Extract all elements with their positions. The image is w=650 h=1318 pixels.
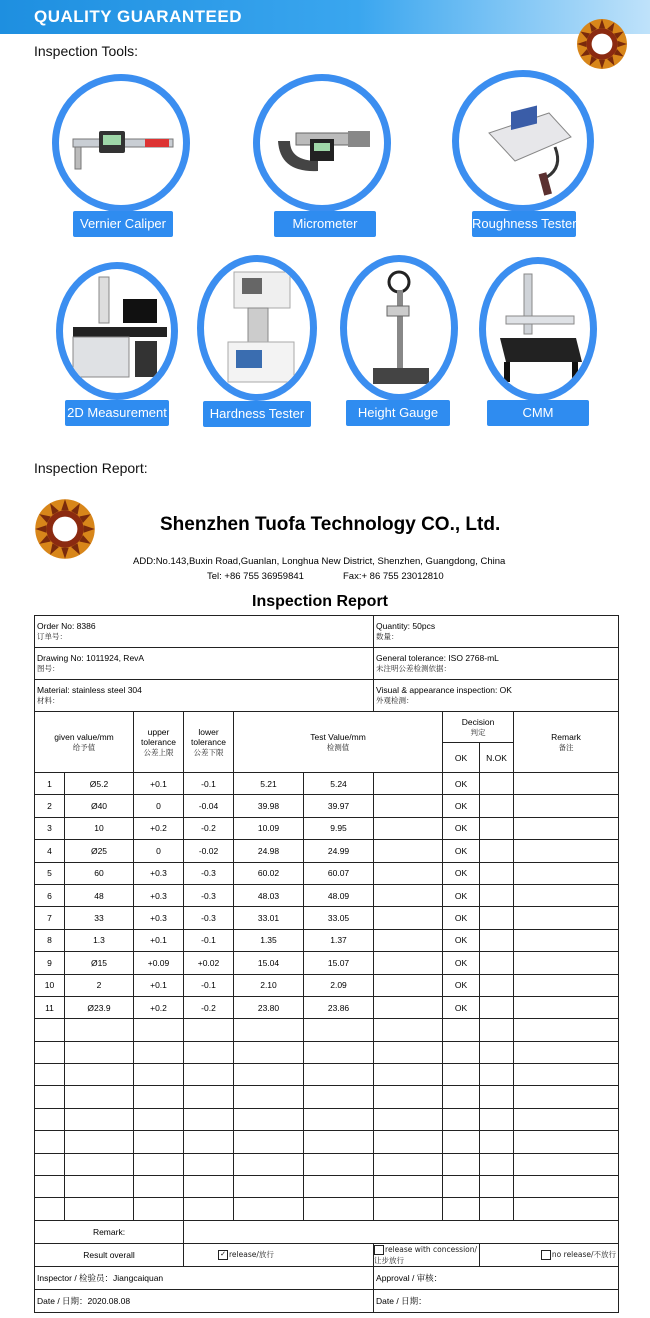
table-cell (480, 907, 514, 929)
tool-label: Vernier Caliper (73, 211, 173, 237)
table-cell (374, 907, 443, 929)
table-cell (514, 840, 619, 862)
header-decision: Decision 判定 (443, 712, 514, 743)
result-label: Result overall (35, 1243, 184, 1266)
tool-label: Micrometer (274, 211, 376, 237)
table-cell: 0 (134, 795, 184, 817)
table-cell: +0.1 (134, 929, 184, 951)
table-cell (480, 1176, 514, 1198)
table-cell: 1.37 (304, 929, 374, 951)
table-cell (374, 795, 443, 817)
table-cell (184, 1176, 234, 1198)
table-cell (480, 1064, 514, 1086)
table-cell (443, 1086, 480, 1108)
table-cell (304, 1064, 374, 1086)
table-cell: OK (443, 952, 480, 974)
drawing-cell: Drawing No: 1011924, RevA 图号： (35, 648, 374, 680)
table-cell: 15.04 (234, 952, 304, 974)
table-cell (184, 1153, 234, 1175)
tool-label: 2D Measurement (65, 400, 169, 426)
table-cell (480, 1153, 514, 1175)
table-cell (234, 1019, 304, 1041)
table-cell (134, 1064, 184, 1086)
table-cell (134, 1041, 184, 1063)
table-cell (65, 1198, 134, 1220)
table-cell (374, 1019, 443, 1041)
table-cell: OK (443, 929, 480, 951)
header-remark: Remark 备注 (514, 712, 619, 773)
table-cell (374, 1041, 443, 1063)
table-cell: OK (443, 974, 480, 996)
table-cell (374, 1198, 443, 1220)
tool-label: Height Gauge (346, 400, 450, 426)
table-cell (35, 1198, 65, 1220)
cmm-icon (486, 264, 590, 394)
table-cell (514, 1019, 619, 1041)
table-cell (134, 1131, 184, 1153)
company-address: ADD:No.143,Buxin Road,Guanlan, Longhua New District, Shenzhen, Guangdong, China (133, 556, 506, 567)
table-row (35, 974, 619, 996)
table-cell: 9.95 (304, 817, 374, 839)
table-cell: +0.09 (134, 952, 184, 974)
table-cell (65, 1153, 134, 1175)
table-cell (35, 1086, 65, 1108)
table-cell (514, 1153, 619, 1175)
table-row (35, 1019, 619, 1041)
table-cell (374, 1108, 443, 1130)
table-cell: -0.1 (184, 929, 234, 951)
table-cell: 0 (134, 840, 184, 862)
table-cell: -0.1 (184, 974, 234, 996)
report-title: Inspection Report (252, 593, 389, 610)
table-cell (134, 1086, 184, 1108)
table-cell: 11 (35, 996, 65, 1018)
table-row (35, 1108, 619, 1130)
table-cell: 23.80 (234, 996, 304, 1018)
table-row (35, 795, 619, 817)
table-row (35, 1041, 619, 1063)
table-cell (304, 1108, 374, 1130)
table-cell: 60.07 (304, 862, 374, 884)
table-cell: 6 (35, 884, 65, 906)
table-cell (514, 817, 619, 839)
table-cell: 2 (35, 795, 65, 817)
hardness-tester-icon (204, 262, 310, 394)
quantity-cell: Quantity: 50pcs 数量： (374, 616, 619, 648)
table-cell (480, 974, 514, 996)
table-cell: -0.1 (184, 773, 234, 795)
table-cell: 24.99 (304, 840, 374, 862)
table-cell: 39.98 (234, 795, 304, 817)
table-cell: OK (443, 817, 480, 839)
table-cell: 15.07 (304, 952, 374, 974)
company-logo (34, 498, 96, 560)
roughness-tester-icon (459, 77, 587, 205)
table-cell (134, 1176, 184, 1198)
header-upper: upper tolerance 公差上限 (134, 712, 184, 773)
table-cell (374, 1064, 443, 1086)
table-cell (514, 1086, 619, 1108)
table-cell (184, 1198, 234, 1220)
concession-option[interactable]: release with concession/让步放行 (374, 1243, 480, 1266)
table-cell (184, 1064, 234, 1086)
table-cell (443, 1176, 480, 1198)
table-cell: OK (443, 862, 480, 884)
table-cell: -0.2 (184, 996, 234, 1018)
micrometer-icon (260, 81, 384, 205)
remark-label: Remark: (35, 1220, 184, 1243)
company-tel: Tel: +86 755 36959841 (207, 571, 304, 582)
table-cell: 2.10 (234, 974, 304, 996)
company-fax: Fax:+ 86 755 23012810 (343, 571, 444, 582)
table-cell: Ø5.2 (65, 773, 134, 795)
table-cell: 2.09 (304, 974, 374, 996)
table-cell (304, 1131, 374, 1153)
inspector-cell: Inspector / 检验员：Jiangcaiquan (35, 1266, 374, 1289)
table-cell (514, 974, 619, 996)
table-cell (514, 1198, 619, 1220)
header-test: Test Value/mm 检测值 (234, 712, 443, 773)
table-row (35, 884, 619, 906)
table-cell (65, 1064, 134, 1086)
table-cell: 5 (35, 862, 65, 884)
header-banner (0, 0, 650, 34)
header-given: given value/mm 给予值 (35, 712, 134, 773)
table-cell (184, 1041, 234, 1063)
table-cell (374, 1176, 443, 1198)
table-cell (443, 1019, 480, 1041)
table-cell (234, 1176, 304, 1198)
table-cell: 4 (35, 840, 65, 862)
table-cell: 39.97 (304, 795, 374, 817)
table-cell: 7 (35, 907, 65, 929)
header-nok: N.OK (480, 743, 514, 773)
table-cell: 5.21 (234, 773, 304, 795)
table-cell (514, 862, 619, 884)
table-cell: Ø25 (65, 840, 134, 862)
table-cell: 5.24 (304, 773, 374, 795)
table-cell (480, 1041, 514, 1063)
table-row (35, 929, 619, 951)
no-release-option[interactable]: no release/不放行 (480, 1243, 619, 1266)
table-cell: -0.3 (184, 862, 234, 884)
tools-heading: Inspection Tools: (34, 43, 139, 59)
table-row (35, 1131, 619, 1153)
table-cell (35, 1131, 65, 1153)
table-cell (65, 1131, 134, 1153)
table-cell (514, 1041, 619, 1063)
table-cell (134, 1198, 184, 1220)
table-cell (234, 1131, 304, 1153)
company-name: Shenzhen Tuofa Technology CO., Ltd. (160, 514, 501, 535)
table-cell (234, 1086, 304, 1108)
table-cell (374, 974, 443, 996)
table-cell (480, 1131, 514, 1153)
table-cell (35, 1041, 65, 1063)
report-table (34, 615, 619, 1313)
table-row (35, 1153, 619, 1175)
table-cell (480, 840, 514, 862)
table-cell (480, 929, 514, 951)
table-cell: 10 (65, 817, 134, 839)
table-cell: -0.2 (184, 817, 234, 839)
table-row (35, 1086, 619, 1108)
table-row (35, 1064, 619, 1086)
table-cell (304, 1041, 374, 1063)
table-cell (304, 1153, 374, 1175)
table-cell (480, 1086, 514, 1108)
table-cell (65, 1176, 134, 1198)
table-cell: OK (443, 773, 480, 795)
header-ok: OK (443, 743, 480, 773)
table-cell: OK (443, 840, 480, 862)
table-cell (480, 952, 514, 974)
table-cell (443, 1041, 480, 1063)
date-cell: Date / 日期：2020.08.08 (35, 1289, 374, 1312)
table-cell (374, 1131, 443, 1153)
table-cell: +0.3 (134, 907, 184, 929)
table-cell: 3 (35, 817, 65, 839)
table-cell: OK (443, 907, 480, 929)
table-cell: 48 (65, 884, 134, 906)
table-cell (514, 907, 619, 929)
table-cell (374, 840, 443, 862)
tool-label: Hardness Tester (203, 401, 311, 427)
table-cell (304, 1086, 374, 1108)
table-row (35, 817, 619, 839)
company-logo (576, 18, 628, 70)
table-cell (480, 1198, 514, 1220)
table-cell: +0.2 (134, 817, 184, 839)
table-cell (65, 1019, 134, 1041)
table-cell (35, 1019, 65, 1041)
table-cell (480, 1019, 514, 1041)
table-cell (65, 1108, 134, 1130)
table-cell (443, 1131, 480, 1153)
table-cell (374, 884, 443, 906)
table-cell (443, 1198, 480, 1220)
table-cell: Ø40 (65, 795, 134, 817)
table-cell (374, 817, 443, 839)
table-cell: -0.02 (184, 840, 234, 862)
table-cell (374, 773, 443, 795)
order-cell: Order No: 8386 订单号： (35, 616, 374, 648)
inspection-report (34, 615, 618, 1313)
table-cell (134, 1108, 184, 1130)
2d-measurement-icon (63, 269, 171, 393)
table-cell (514, 1064, 619, 1086)
table-cell (234, 1198, 304, 1220)
table-cell (184, 1086, 234, 1108)
material-cell: Material: stainless steel 304 材料： (35, 680, 374, 712)
visual-cell: Visual & appearance inspection: OK 外观检测： (374, 680, 619, 712)
table-row (35, 840, 619, 862)
table-cell: -0.04 (184, 795, 234, 817)
table-cell (480, 1108, 514, 1130)
table-cell (35, 1153, 65, 1175)
table-cell (65, 1086, 134, 1108)
table-cell: OK (443, 795, 480, 817)
table-cell: +0.3 (134, 862, 184, 884)
table-row (35, 907, 619, 929)
report-heading: Inspection Report: (34, 460, 148, 476)
table-cell: 9 (35, 952, 65, 974)
table-cell (480, 773, 514, 795)
table-row (35, 952, 619, 974)
table-cell (514, 884, 619, 906)
table-cell (374, 862, 443, 884)
table-cell (480, 795, 514, 817)
table-cell: -0.3 (184, 884, 234, 906)
table-row (35, 996, 619, 1018)
table-cell: +0.2 (134, 996, 184, 1018)
table-cell: +0.1 (134, 773, 184, 795)
table-cell (65, 1041, 134, 1063)
table-cell (514, 795, 619, 817)
table-cell: OK (443, 884, 480, 906)
table-cell: 48.09 (304, 884, 374, 906)
table-cell (134, 1019, 184, 1041)
table-cell (35, 1064, 65, 1086)
checkbox-icon[interactable] (374, 1245, 384, 1255)
table-cell (134, 1153, 184, 1175)
table-cell (514, 1176, 619, 1198)
table-cell: 1 (35, 773, 65, 795)
table-cell (514, 996, 619, 1018)
checkbox-icon[interactable] (541, 1250, 551, 1260)
table-cell (184, 1108, 234, 1130)
table-cell (374, 929, 443, 951)
table-cell (480, 817, 514, 839)
vernier-caliper-icon (59, 81, 183, 205)
table-cell (374, 1086, 443, 1108)
table-cell (35, 1108, 65, 1130)
table-cell: 23.86 (304, 996, 374, 1018)
table-cell (234, 1041, 304, 1063)
table-cell (514, 1131, 619, 1153)
table-row (35, 773, 619, 795)
table-cell (184, 1131, 234, 1153)
table-cell (480, 884, 514, 906)
table-cell (304, 1198, 374, 1220)
table-cell (304, 1176, 374, 1198)
table-cell (374, 1153, 443, 1175)
table-cell: +0.3 (134, 884, 184, 906)
table-cell: 1.3 (65, 929, 134, 951)
table-cell: +0.02 (184, 952, 234, 974)
table-cell: 33.05 (304, 907, 374, 929)
table-cell (234, 1108, 304, 1130)
table-cell: 24.98 (234, 840, 304, 862)
table-cell (514, 952, 619, 974)
table-cell (443, 1153, 480, 1175)
table-cell (374, 996, 443, 1018)
table-cell: 1.35 (234, 929, 304, 951)
table-cell: OK (443, 996, 480, 1018)
table-cell (304, 1019, 374, 1041)
table-cell: -0.3 (184, 907, 234, 929)
table-cell (514, 1108, 619, 1130)
table-cell (443, 1108, 480, 1130)
table-row (35, 862, 619, 884)
table-cell (234, 1064, 304, 1086)
table-cell (234, 1153, 304, 1175)
approval-date-cell: Date / 日期： (374, 1289, 619, 1312)
table-cell (374, 952, 443, 974)
table-cell (480, 862, 514, 884)
banner-title: QUALITY GUARANTEED (34, 7, 242, 26)
table-cell (514, 773, 619, 795)
table-cell: 60.02 (234, 862, 304, 884)
table-cell (443, 1064, 480, 1086)
table-cell: Ø23.9 (65, 996, 134, 1018)
table-cell: 8 (35, 929, 65, 951)
table-row (35, 1198, 619, 1220)
checkbox-checked-icon[interactable]: ✓ (218, 1250, 228, 1260)
table-cell (514, 929, 619, 951)
approval-cell: Approval / 审核： (374, 1266, 619, 1289)
header-lower: lower tolerance 公差下限 (184, 712, 234, 773)
table-cell (35, 1176, 65, 1198)
tool-label: Roughness Tester (472, 211, 576, 237)
table-cell: Ø15 (65, 952, 134, 974)
release-option[interactable]: ✓ release/放行 (184, 1243, 374, 1266)
table-cell (480, 996, 514, 1018)
table-cell: 2 (65, 974, 134, 996)
remark-value (184, 1220, 619, 1243)
table-cell: 48.03 (234, 884, 304, 906)
table-row (35, 1176, 619, 1198)
tool-label: CMM (487, 400, 589, 426)
table-cell (184, 1019, 234, 1041)
tolerance-cell: General tolerance: ISO 2768-mL 未注明公差检测依据： (374, 648, 619, 680)
height-gauge-icon (347, 262, 451, 394)
table-cell: 60 (65, 862, 134, 884)
table-cell: 10 (35, 974, 65, 996)
table-cell: +0.1 (134, 974, 184, 996)
table-cell: 10.09 (234, 817, 304, 839)
table-cell: 33 (65, 907, 134, 929)
table-cell: 33.01 (234, 907, 304, 929)
